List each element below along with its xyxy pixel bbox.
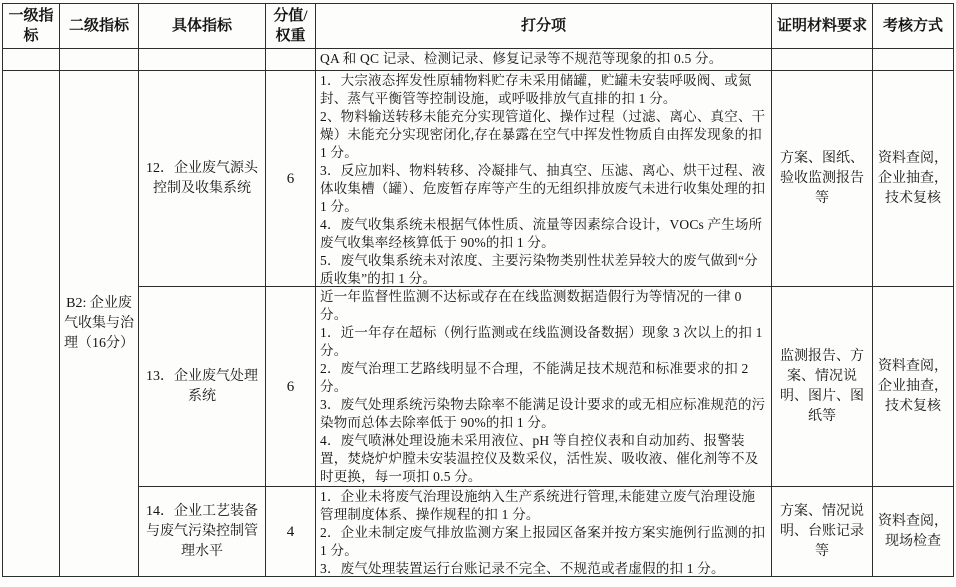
score-item: 1．大宗液态挥发性原辅物料贮存未采用储罐，贮罐未安装呼吸阀、或氮封、蒸气平衡管等控制设施，或呼吸排放气直排的扣 1 分。 — [320, 73, 752, 106]
empty-cell — [873, 49, 954, 71]
header-level1-indicator: 一级指标 — [3, 4, 60, 49]
score-item: 1．企业未将废气治理设施纳入生产系统进行管理,未能建立废气治理设施管理制度体系、操作规程的扣 1 分。 — [320, 489, 756, 522]
specific-indicator-14: 14．企业工艺装备与废气污染控制管理水平 — [139, 487, 266, 577]
table-row-14 — [3, 487, 954, 577]
proof-materials-14: 方案、情况说明、台账记录等 — [772, 487, 873, 577]
table-row-13 — [3, 287, 954, 487]
empty-cell — [772, 49, 873, 71]
header-proof-materials: 证明材料要求 — [772, 4, 873, 49]
score-item: 近一年监督性监测不达标或存在在线监测数据造假行为等情况的一律 0 分。 — [320, 289, 742, 322]
document-page — [2, 3, 954, 577]
score-item: 1．近一年存在超标（例行监测或在线监测设备数据）现象 3 次以上的扣 1 分。 — [320, 325, 763, 358]
carryover-score-item-cell — [316, 49, 772, 71]
empty-cell — [139, 49, 266, 71]
score-item: 4．废气收集系统未根据气体性质、流量等因素综合设计，VOCs 产生场所废气收集率经核算低于 90%的扣 1 分。 — [320, 217, 763, 250]
level1-indicator-cell — [3, 71, 60, 577]
score-item: QA 和 QC 记录、检测记录、修复记录等不规范等现象的扣 0.5 分。 — [320, 51, 723, 66]
scoring-items-13 — [316, 287, 772, 487]
header-specific-indicator: 具体指标 — [139, 4, 266, 49]
assessment-table — [2, 3, 954, 577]
header-scoring-items: 打分项 — [316, 4, 772, 49]
score-item: 3．废气处理装置运行台账记录不完全、不规范或者虚假的扣 1 分。 — [320, 561, 725, 576]
empty-cell — [3, 49, 60, 71]
score-14: 4 — [266, 487, 316, 577]
specific-indicator-12: 12．企业废气源头控制及收集系统 — [139, 71, 266, 287]
header-level2-indicator: 二级指标 — [60, 4, 139, 49]
scoring-items-12 — [316, 71, 772, 287]
empty-cell — [266, 49, 316, 71]
table-row-12 — [3, 71, 954, 287]
header-row — [3, 4, 954, 49]
score-item: 3．废气处理系统污染物去除率不能满足设计要求的或无相应标准规范的污染物而总体去除率低于 90%的扣 1 分。 — [320, 397, 766, 430]
header-score-weight: 分值/权重 — [266, 4, 316, 49]
specific-indicator-13: 13．企业废气处理系统 — [139, 287, 266, 487]
header-assessment-method: 考核方式 — [873, 4, 954, 49]
assessment-method-14: 资料查阅，现场检查 — [873, 487, 954, 577]
score-item: 4．废气喷淋处理设施未采用液位、pH 等自控仪表和自动加药、报警装置，焚烧炉炉膛未安装温控仪及数采仪，活性炭、吸收液、催化剂等不及时更换，每一项扣 0.5 分。 — [320, 433, 759, 484]
score-item: 2、物料输送转移未能充分实现管道化、操作过程（过滤、离心、真空、干燥）未能充分实现密闭化,存在暴露在空气中挥发性物质自由挥发现象的扣 1 分。 — [320, 109, 766, 160]
level2-indicator-cell: B2: 企业废气收集与治理（16分） — [60, 71, 139, 577]
empty-cell — [60, 49, 139, 71]
proof-materials-12: 方案、图纸、验收监测报告等 — [772, 71, 873, 287]
carryover-row — [3, 49, 954, 71]
score-12: 6 — [266, 71, 316, 287]
score-item: 5．废气收集系统未对浓度、主要污染物类别性状差异较大的废气做到“分质收集”的扣 1 分。 — [320, 253, 758, 286]
score-item: 2．废气治理工艺路线明显不合理，不能满足技术规范和标准要求的扣 2 分。 — [320, 361, 749, 394]
proof-materials-13: 监测报告、方案、情况说明、图片、图纸等 — [772, 287, 873, 487]
score-item: 3．反应加料、物料转移、冷凝排气、抽真空、压滤、离心、烘干过程、液体收集槽（罐）、危废暂存库等产生的无组织排放废气未进行收集处理的扣 1 分。 — [320, 163, 766, 214]
scoring-items-14 — [316, 487, 772, 577]
assessment-method-12: 资料查阅，企业抽查，技术复核 — [873, 71, 954, 287]
assessment-method-13: 资料查阅，企业抽查，技术复核 — [873, 287, 954, 487]
score-13: 6 — [266, 287, 316, 487]
score-item: 2．企业未制定废气排放监测方案上报园区备案并按方案实施例行监测的扣 1 分。 — [320, 525, 766, 558]
